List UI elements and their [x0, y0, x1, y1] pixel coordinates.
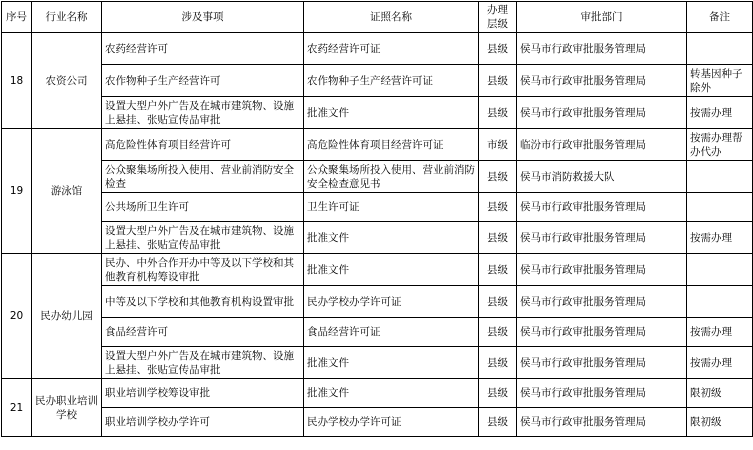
level-cell: 县级 — [479, 33, 517, 65]
level-cell: 县级 — [479, 347, 517, 379]
remark-cell: 限初级 — [687, 379, 753, 408]
license-cell: 批准文件 — [304, 97, 479, 129]
remark-cell — [687, 33, 753, 65]
level-cell: 县级 — [479, 65, 517, 97]
seq-cell: 20 — [2, 254, 32, 379]
license-cell: 农作物种子生产经营许可证 — [304, 65, 479, 97]
seq-cell: 21 — [2, 379, 32, 437]
remark-cell: 按需办理 — [687, 347, 753, 379]
license-cell: 批准文件 — [304, 347, 479, 379]
remark-cell: 按需办理帮办代办 — [687, 129, 753, 161]
level-cell: 县级 — [479, 286, 517, 318]
table-row — [2, 254, 753, 286]
table-row — [2, 33, 753, 65]
dept-cell: 侯马市行政审批服务管理局 — [517, 97, 687, 129]
license-cell: 批准文件 — [304, 254, 479, 286]
license-cell: 卫生许可证 — [304, 193, 479, 222]
license-cell: 批准文件 — [304, 222, 479, 254]
license-cell: 农药经营许可证 — [304, 33, 479, 65]
remark-cell: 限初级 — [687, 408, 753, 437]
matter-cell: 公共场所卫生许可 — [102, 193, 304, 222]
matter-cell: 民办、中外合作开办中等及以下学校和其他教育机构筹设审批 — [102, 254, 304, 286]
remark-cell — [687, 161, 753, 193]
table-row — [2, 97, 753, 129]
dept-cell: 侯马市行政审批服务管理局 — [517, 65, 687, 97]
dept-cell: 侯马市行政审批服务管理局 — [517, 193, 687, 222]
table-row — [2, 408, 753, 437]
header-industry: 行业名称 — [32, 2, 102, 33]
header-level: 办理层级 — [479, 2, 517, 33]
level-cell: 县级 — [479, 408, 517, 437]
header-remark: 备注 — [687, 2, 753, 33]
header-seq: 序号 — [2, 2, 32, 33]
remark-cell — [687, 286, 753, 318]
table-header-row — [2, 2, 753, 33]
table-row — [2, 161, 753, 193]
level-cell: 市级 — [479, 129, 517, 161]
table-row — [2, 347, 753, 379]
dept-cell: 侯马市行政审批服务管理局 — [517, 379, 687, 408]
industry-cell: 农资公司 — [32, 33, 102, 129]
header-dept: 审批部门 — [517, 2, 687, 33]
matter-cell: 公众聚集场所投入使用、营业前消防安全检查 — [102, 161, 304, 193]
dept-cell: 侯马市行政审批服务管理局 — [517, 33, 687, 65]
dept-cell: 侯马市行政审批服务管理局 — [517, 254, 687, 286]
dept-cell: 侯马市行政审批服务管理局 — [517, 222, 687, 254]
remark-cell: 按需办理 — [687, 222, 753, 254]
table-row — [2, 318, 753, 347]
matter-cell: 中等及以下学校和其他教育机构设置审批 — [102, 286, 304, 318]
table-row — [2, 222, 753, 254]
level-cell: 县级 — [479, 318, 517, 347]
license-cell: 民办学校办学许可证 — [304, 408, 479, 437]
seq-cell: 18 — [2, 33, 32, 129]
table-row — [2, 286, 753, 318]
license-cell: 公众聚集场所投入使用、营业前消防安全检查意见书 — [304, 161, 479, 193]
industry-cell: 民办职业培训学校 — [32, 379, 102, 437]
license-cell: 食品经营许可证 — [304, 318, 479, 347]
level-cell: 县级 — [479, 97, 517, 129]
matter-cell: 设置大型户外广告及在城市建筑物、设施上悬挂、张贴宣传品审批 — [102, 97, 304, 129]
dept-cell: 侯马市行政审批服务管理局 — [517, 347, 687, 379]
license-cell: 高危险性体育项目经营许可证 — [304, 129, 479, 161]
matter-cell: 食品经营许可 — [102, 318, 304, 347]
level-cell: 县级 — [479, 161, 517, 193]
dept-cell: 侯马市行政审批服务管理局 — [517, 408, 687, 437]
table-row — [2, 193, 753, 222]
matter-cell: 职业培训学校筹设审批 — [102, 379, 304, 408]
dept-cell: 侯马市行政审批服务管理局 — [517, 318, 687, 347]
level-cell: 县级 — [479, 193, 517, 222]
header-matter: 涉及事项 — [102, 2, 304, 33]
matter-cell: 职业培训学校办学许可 — [102, 408, 304, 437]
level-cell: 县级 — [479, 254, 517, 286]
remark-cell: 按需办理 — [687, 318, 753, 347]
license-cell: 批准文件 — [304, 379, 479, 408]
remark-cell — [687, 193, 753, 222]
remark-cell — [687, 254, 753, 286]
industry-cell: 民办幼儿园 — [32, 254, 102, 379]
matter-cell: 设置大型户外广告及在城市建筑物、设施上悬挂、张贴宣传品审批 — [102, 222, 304, 254]
matter-cell: 农作物种子生产经营许可 — [102, 65, 304, 97]
matter-cell: 高危险性体育项目经营许可 — [102, 129, 304, 161]
dept-cell: 临汾市行政审批服务管理局 — [517, 129, 687, 161]
level-cell: 县级 — [479, 222, 517, 254]
dept-cell: 侯马市行政审批服务管理局 — [517, 286, 687, 318]
seq-cell: 19 — [2, 129, 32, 254]
matter-cell: 设置大型户外广告及在城市建筑物、设施上悬挂、张贴宣传品审批 — [102, 347, 304, 379]
license-cell: 民办学校办学许可证 — [304, 286, 479, 318]
table-row — [2, 65, 753, 97]
level-cell: 县级 — [479, 379, 517, 408]
table-row — [2, 129, 753, 161]
header-license: 证照名称 — [304, 2, 479, 33]
industry-cell: 游泳馆 — [32, 129, 102, 254]
dept-cell: 侯马市消防救援大队 — [517, 161, 687, 193]
remark-cell: 按需办理 — [687, 97, 753, 129]
matter-cell: 农药经营许可 — [102, 33, 304, 65]
license-table — [1, 1, 753, 437]
table-row — [2, 379, 753, 408]
remark-cell: 转基因种子除外 — [687, 65, 753, 97]
